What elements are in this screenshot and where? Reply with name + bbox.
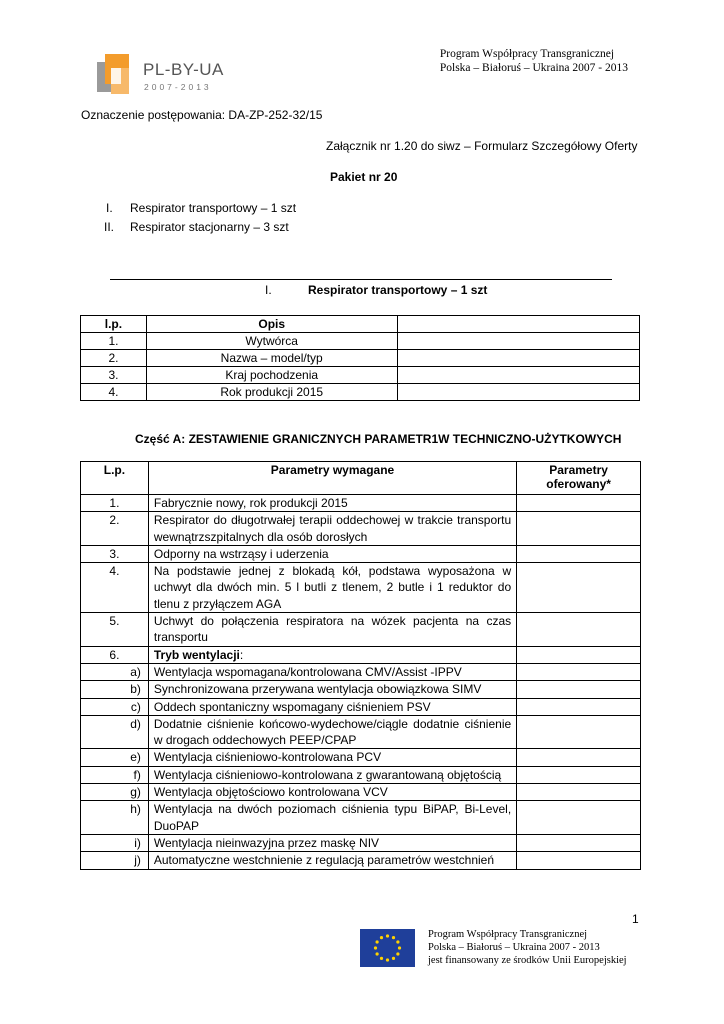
- row-offered-cell[interactable]: [517, 681, 641, 698]
- package-title: Pakiet nr 20: [330, 170, 398, 184]
- part-a-title: Część A: ZESTAWIENIE GRANICZNYCH PARAMETR1W TECHNICZNO-UŻYTKOWYCH: [135, 432, 622, 446]
- table-row: [81, 333, 640, 350]
- table-row: [81, 350, 640, 367]
- row-offered-cell[interactable]: [517, 749, 641, 766]
- row-number: d): [81, 715, 149, 749]
- table-row: [81, 698, 641, 715]
- row-description: Wentylacja ciśnieniowo-kontrolowana PCV: [148, 749, 516, 766]
- section-number: I.: [265, 283, 272, 297]
- program-logo: [97, 54, 227, 98]
- footer-line3: jest finansowany ze środków Unii Europejskiej: [428, 955, 627, 966]
- header-program-name: [440, 47, 628, 75]
- row-number: 1.: [81, 333, 147, 350]
- page-number: 1: [632, 912, 639, 926]
- eu-star-icon: [398, 946, 401, 949]
- eu-star-icon: [386, 934, 389, 937]
- column-header-value: [397, 316, 640, 333]
- row-number: 2.: [81, 350, 147, 367]
- row-number: f): [81, 766, 149, 783]
- table-row: [81, 749, 641, 766]
- row-description: Respirator do długotrwałej terapii oddechowej w trakcie transportu wewnątrzszpitalnych dla osób dorosłych: [148, 512, 516, 546]
- row-description: Uchwyt do połączenia respiratora na wózek pacjenta na czas transportu: [148, 613, 516, 647]
- row-offered-cell[interactable]: [517, 646, 641, 663]
- row-description: Kraj pochodzenia: [146, 367, 397, 384]
- logo-years: 2007-2013: [144, 82, 212, 92]
- row-number: 4.: [81, 563, 149, 613]
- table-row: [81, 646, 641, 663]
- parameters-table: [80, 461, 641, 870]
- table-row: [81, 367, 640, 384]
- table-row: [81, 663, 641, 680]
- row-offered-cell[interactable]: [517, 495, 641, 512]
- list-item-number: I.: [106, 201, 113, 215]
- row-number: a): [81, 663, 149, 680]
- row-description: Wentylacja wspomagana/kontrolowana CMV/Assist -IPPV: [148, 663, 516, 680]
- row-description: Wentylacja objętościowo kontrolowana VCV: [148, 784, 516, 801]
- row-offered-cell[interactable]: [517, 663, 641, 680]
- table-row: [81, 545, 641, 562]
- table-header-row: [81, 462, 641, 495]
- table-header-row: [81, 316, 640, 333]
- row-description: Na podstawie jednej z blokadą kół, podstawa wyposażona w uchwyt dla dwóch min. 5 l butli z tlenem, 2 butle i 1 reduktor do tlenu z przyłączem AGA: [148, 563, 516, 613]
- table-row: [81, 801, 641, 835]
- section-title: Respirator transportowy – 1 szt: [308, 283, 488, 297]
- row-offered-cell[interactable]: [517, 766, 641, 783]
- row-number: 5.: [81, 613, 149, 647]
- logo-text: PL-BY-UA: [143, 60, 224, 79]
- column-header-required: Parametry wymagane: [148, 462, 516, 495]
- row-description: Wentylacja ciśnieniowo-kontrolowana z gwarantowaną objętością: [148, 766, 516, 783]
- eu-star-icon: [380, 957, 383, 960]
- row-description: Synchronizowana przerywana wentylacja obowiązkowa SIMV: [148, 681, 516, 698]
- footer-program-info: [428, 928, 627, 967]
- row-number: j): [81, 852, 149, 869]
- row-value-cell[interactable]: [397, 384, 640, 401]
- footer-line1: Program Współpracy Transgranicznej: [428, 929, 588, 940]
- row-offered-cell[interactable]: [517, 512, 641, 546]
- eu-star-icon: [392, 957, 395, 960]
- row-offered-cell[interactable]: [517, 852, 641, 869]
- row-offered-cell[interactable]: [517, 563, 641, 613]
- row-number: b): [81, 681, 149, 698]
- row-offered-cell[interactable]: [517, 834, 641, 851]
- annex-title: Załącznik nr 1.20 do siwz – Formularz Szczegółowy Oferty: [326, 139, 638, 153]
- row-value-cell[interactable]: [397, 333, 640, 350]
- header-program-line2: Polska – Białoruś – Ukraina 2007 - 2013: [439, 62, 628, 74]
- row-number: 1.: [81, 495, 149, 512]
- row-description: Wentylacja nieinwazyjna przez maskę NIV: [148, 834, 516, 851]
- row-number: 4.: [81, 384, 147, 401]
- row-number: i): [81, 834, 149, 851]
- row-description: Rok produkcji 2015: [146, 384, 397, 401]
- footer-line2: Polska – Białoruś – Ukraina 2007 - 2013: [428, 942, 600, 953]
- row-description: Odporny na wstrząsy i uderzenia: [148, 545, 516, 562]
- row-description: Automatyczne westchnienie z regulacją parametrów westchnień: [148, 852, 516, 869]
- row-description: Dodatnie ciśnienie końcowo-wydechowe/ciągle dodatnie ciśnienie w drogach oddechowych PEEP/CPAP: [148, 715, 516, 749]
- column-header-lp: L.p.: [81, 462, 149, 495]
- eu-star-icon: [396, 952, 399, 955]
- table-row: [81, 834, 641, 851]
- table-row: [81, 384, 640, 401]
- table-row: [81, 715, 641, 749]
- row-description-suffix: :: [239, 647, 244, 662]
- row-number: 2.: [81, 512, 149, 546]
- eu-flag-icon: [360, 929, 415, 967]
- row-description: Fabrycznie nowy, rok produkcji 2015: [148, 495, 516, 512]
- eu-star-icon: [396, 940, 399, 943]
- column-header-offered: Parametry oferowany*: [517, 462, 641, 495]
- column-header-opis: Opis: [146, 316, 397, 333]
- list-item-number: II.: [104, 220, 115, 234]
- row-description: Nazwa – model/typ: [146, 350, 397, 367]
- row-number: 6.: [81, 646, 149, 663]
- row-value-cell[interactable]: [397, 367, 640, 384]
- row-offered-cell[interactable]: [517, 715, 641, 749]
- row-number: c): [81, 698, 149, 715]
- row-offered-cell[interactable]: [517, 613, 641, 647]
- table-row: [81, 766, 641, 783]
- header-program-line1: Program Współpracy Transgranicznej: [439, 48, 615, 60]
- table-row: [81, 563, 641, 613]
- row-offered-cell[interactable]: [517, 698, 641, 715]
- row-description: Wentylacja na dwóch poziomach ciśnienia typu BiPAP, Bi-Level, DuoPAP: [148, 801, 516, 835]
- list-item: Respirator stacjonarny – 3 szt: [130, 220, 289, 234]
- program-logo-mark-icon: [97, 54, 137, 96]
- row-number: 3.: [81, 545, 149, 562]
- table-row: [81, 784, 641, 801]
- table-row: [81, 613, 641, 647]
- row-description-bold: Tryb wentylacji: [153, 647, 240, 662]
- row-number: 3.: [81, 367, 147, 384]
- product-info-table: [80, 315, 640, 401]
- eu-star-icon: [376, 940, 379, 943]
- row-description: [148, 646, 516, 663]
- table-row: [81, 512, 641, 546]
- row-offered-cell[interactable]: [517, 801, 641, 835]
- row-description: Wytwórca: [146, 333, 397, 350]
- row-value-cell[interactable]: [397, 350, 640, 367]
- eu-star-icon: [380, 936, 383, 939]
- row-description: Oddech spontaniczny wspomagany ciśnieniem PSV: [148, 698, 516, 715]
- table-row: [81, 495, 641, 512]
- eu-star-icon: [392, 936, 395, 939]
- row-offered-cell[interactable]: [517, 784, 641, 801]
- table-row: [81, 681, 641, 698]
- table-row: [81, 852, 641, 869]
- eu-star-icon: [386, 958, 389, 961]
- procedure-reference: Oznaczenie postępowania: DA-ZP-252-32/15: [81, 108, 323, 122]
- eu-star-icon: [376, 952, 379, 955]
- eu-star-icon: [374, 946, 377, 949]
- row-number: h): [81, 801, 149, 835]
- divider: [110, 279, 612, 280]
- row-number: g): [81, 784, 149, 801]
- row-number: e): [81, 749, 149, 766]
- column-header-lp: l.p.: [81, 316, 147, 333]
- list-item: Respirator transportowy – 1 szt: [130, 201, 297, 215]
- row-offered-cell[interactable]: [517, 545, 641, 562]
